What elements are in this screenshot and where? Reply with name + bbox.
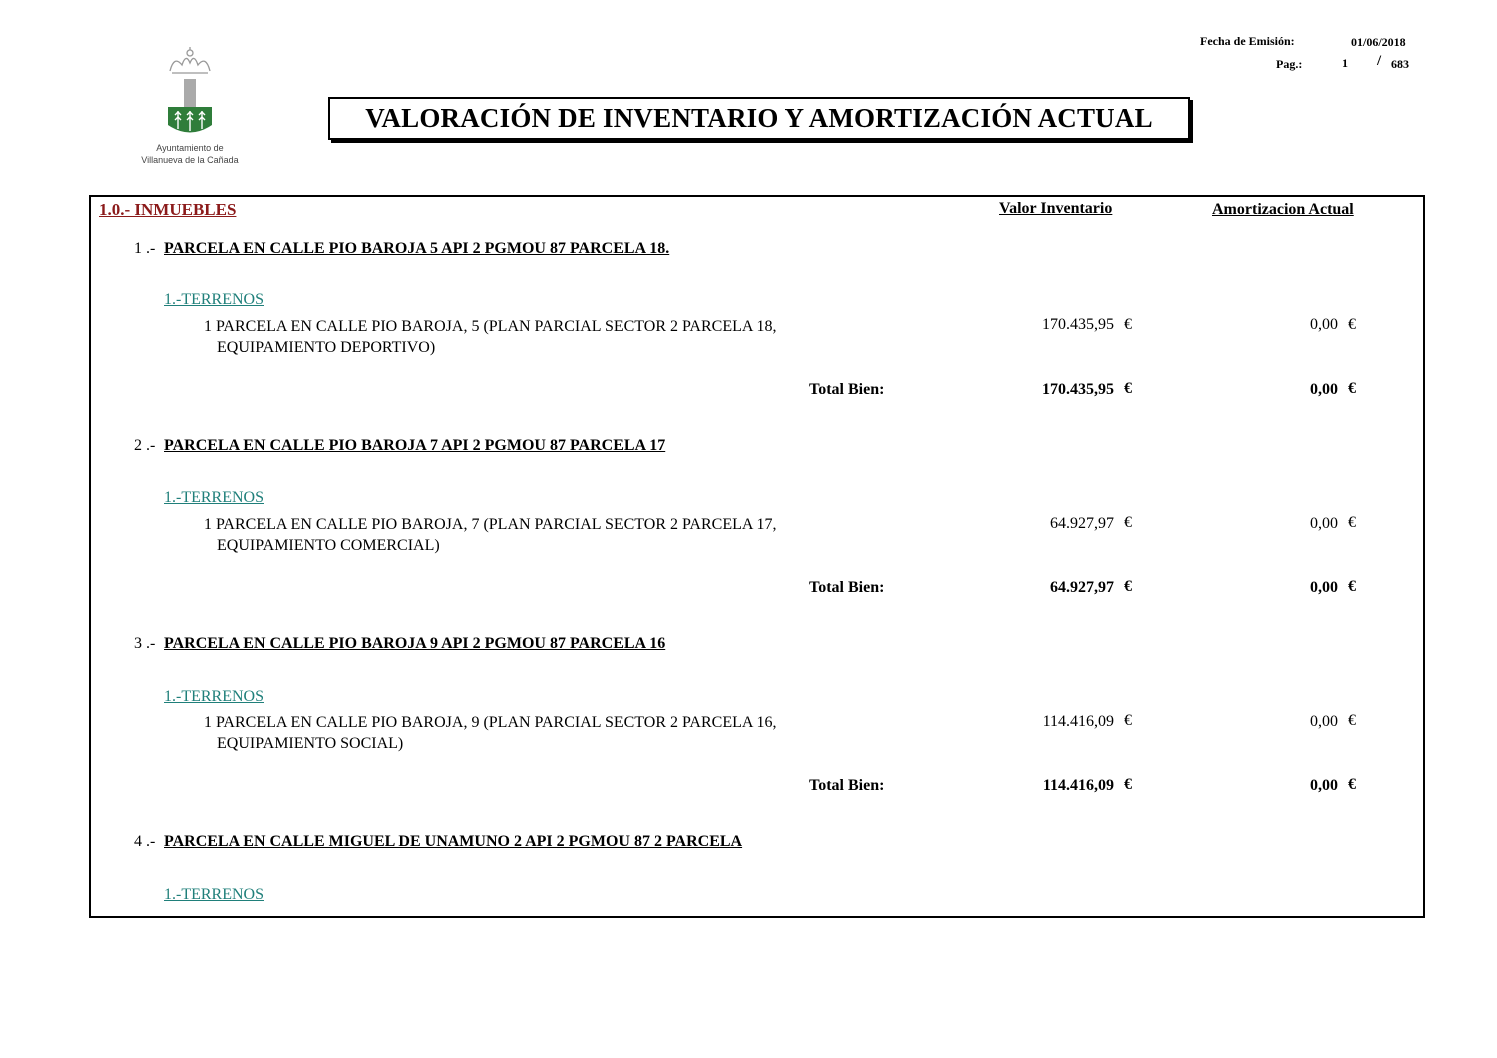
item-category: 1.-TERRENOS [164, 291, 264, 308]
item-description-line1: 1 PARCELA EN CALLE PIO BAROJA, 7 (PLAN PARCIAL SECTOR 2 PARCELA 17, [204, 516, 777, 533]
logo-line1: Ayuntamiento de [156, 143, 224, 153]
currency-symbol: € [1348, 776, 1356, 793]
amortization-value: 0,00 [1310, 515, 1338, 532]
item-description-line2: EQUIPAMIENTO COMERCIAL) [217, 537, 440, 554]
report-title: VALORACIÓN DE INVENTARIO Y AMORTIZACIÓN ACTUAL [365, 103, 1153, 133]
currency-symbol: € [1124, 316, 1132, 333]
report-title-box [328, 97, 1190, 140]
total-amortization-value: 0,00 [1310, 579, 1338, 596]
item-description-line1: 1 PARCELA EN CALLE PIO BAROJA, 5 (PLAN PARCIAL SECTOR 2 PARCELA 18, [204, 318, 777, 335]
currency-symbol: € [1124, 514, 1132, 531]
item-number: 4 .- [134, 833, 156, 850]
item-title: PARCELA EN CALLE PIO BAROJA 5 API 2 PGMOU 87 PARCELA 18. [164, 240, 670, 257]
item-description-line1: 1 PARCELA EN CALLE PIO BAROJA, 9 (PLAN PARCIAL SECTOR 2 PARCELA 16, [204, 714, 777, 731]
item-category: 1.-TERRENOS [164, 489, 264, 506]
inventory-value: 170.435,95 [1042, 316, 1114, 333]
item-number: 3 .- [134, 635, 156, 652]
currency-symbol: € [1348, 578, 1356, 595]
emission-label: Fecha de Emisión: [1200, 34, 1295, 48]
total-amortization-value: 0,00 [1310, 777, 1338, 794]
item-category: 1.-TERRENOS [164, 886, 264, 903]
total-inventory-value: 114.416,09 [1042, 777, 1114, 794]
inventory-value: 114.416,09 [1042, 713, 1114, 730]
currency-symbol: € [1348, 380, 1356, 397]
item-description-line2: EQUIPAMIENTO DEPORTIVO) [217, 339, 436, 356]
currency-symbol: € [1348, 712, 1356, 729]
page-label: Pag.: [1276, 57, 1303, 71]
content-frame [89, 195, 1425, 918]
logo-line2: Villanueva de la Cañada [141, 155, 239, 165]
municipal-logo [130, 45, 250, 170]
inventory-value: 64.927,97 [1050, 515, 1114, 532]
page-total: 683 [1391, 57, 1409, 71]
amortization-value: 0,00 [1310, 316, 1338, 333]
emission-date: 01/06/2018 [1351, 35, 1406, 49]
total-amortization-value: 0,00 [1310, 381, 1338, 398]
col-header-inventory: Valor Inventario [999, 200, 1113, 217]
item-number: 1 .- [134, 240, 156, 257]
total-label: Total Bien: [809, 381, 885, 398]
section-title: 1.0.- INMUEBLES [99, 200, 237, 219]
item-title: PARCELA EN CALLE MIGUEL DE UNAMUNO 2 API 2 PGMOU 87 2 PARCELA [164, 833, 743, 850]
item-category: 1.-TERRENOS [164, 688, 264, 705]
page-current: 1 [1342, 56, 1348, 70]
total-label: Total Bien: [809, 579, 885, 596]
currency-symbol: € [1348, 316, 1356, 333]
item-title: PARCELA EN CALLE PIO BAROJA 7 API 2 PGMOU 87 PARCELA 17 [164, 437, 666, 454]
total-inventory-value: 64.927,97 [1050, 579, 1114, 596]
currency-symbol: € [1124, 380, 1132, 397]
currency-symbol: € [1124, 712, 1132, 729]
col-header-amortization: Amortizacion Actual [1212, 201, 1354, 218]
item-number: 2 .- [134, 437, 156, 454]
item-description-line2: EQUIPAMIENTO SOCIAL) [217, 735, 404, 752]
amortization-value: 0,00 [1310, 713, 1338, 730]
coat-of-arms-icon [160, 45, 220, 140]
currency-symbol: € [1124, 578, 1132, 595]
item-title: PARCELA EN CALLE PIO BAROJA 9 API 2 PGMOU 87 PARCELA 16 [164, 635, 666, 652]
total-label: Total Bien: [809, 777, 885, 794]
page-separator: / [1377, 53, 1382, 69]
total-inventory-value: 170.435,95 [1042, 381, 1114, 398]
currency-symbol: € [1348, 514, 1356, 531]
currency-symbol: € [1124, 776, 1132, 793]
